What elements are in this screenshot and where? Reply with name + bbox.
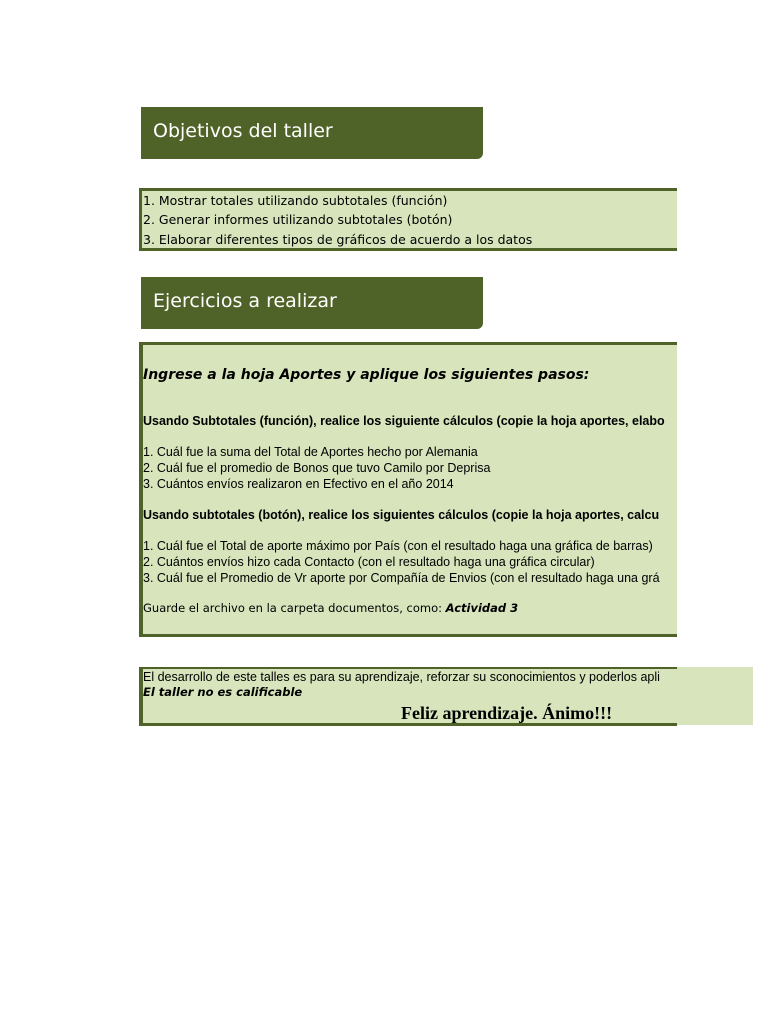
objectives-panel [139, 188, 677, 251]
exercises-title: Ejercicios a realizar [153, 290, 337, 312]
objective-item: 2. Generar informes utilizando subtotales (botón) [143, 212, 453, 227]
part1-item: 3. Cuántos envíos realizaron en Efectivo en el año 2014 [143, 477, 454, 491]
exercises-panel [139, 342, 677, 637]
save-prefix: Guarde el archivo en la carpeta documentos, como: [143, 601, 446, 615]
objectives-header [141, 107, 483, 159]
farewell-text: Feliz aprendizaje. Ánimo!!! [401, 703, 613, 723]
exercises-header [141, 277, 483, 329]
exercises-intro: Ingrese a la hoja Aportes y aplique los siguientes pasos: [143, 367, 590, 383]
part1-item: 2. Cuál fue el promedio de Bonos que tuvo Camilo por Deprisa [143, 461, 491, 475]
objectives-title: Objetivos del taller [153, 120, 333, 142]
closing-message: El desarrollo de este talles es para su aprendizaje, reforzar su sconocimientos y poderlos apli [143, 670, 660, 684]
part2-heading: Usando subtotales (botón), realice los siguientes cálculos (copie la hoja aportes, calcu [143, 508, 660, 522]
part1-item: 1. Cuál fue la suma del Total de Aportes hecho por Alemania [143, 445, 478, 459]
part2-item: 1. Cuál fue el Total de aporte máximo por País (con el resultado haga una gráfica de barras) [143, 539, 653, 553]
objective-item: 1. Mostrar totales utilizando subtotales (función) [143, 193, 448, 208]
closing-note: El taller no es calificable [143, 685, 303, 699]
file-name: Actividad 3 [445, 601, 519, 615]
objective-item: 3. Elaborar diferentes tipos de gráficos de acuerdo a los datos [143, 232, 533, 247]
save-instruction [143, 601, 518, 615]
closing-panel [139, 667, 677, 726]
part1-heading: Usando Subtotales (función), realice los siguiente cálculos (copie la hoja aportes, elabo [143, 414, 665, 428]
part2-item: 3. Cuál fue el Promedio de Vr aporte por Compañía de Envios (con el resultado haga una grá [143, 571, 660, 585]
part2-item: 2. Cuántos envíos hizo cada Contacto (con el resultado haga una gráfica circular) [143, 555, 595, 569]
